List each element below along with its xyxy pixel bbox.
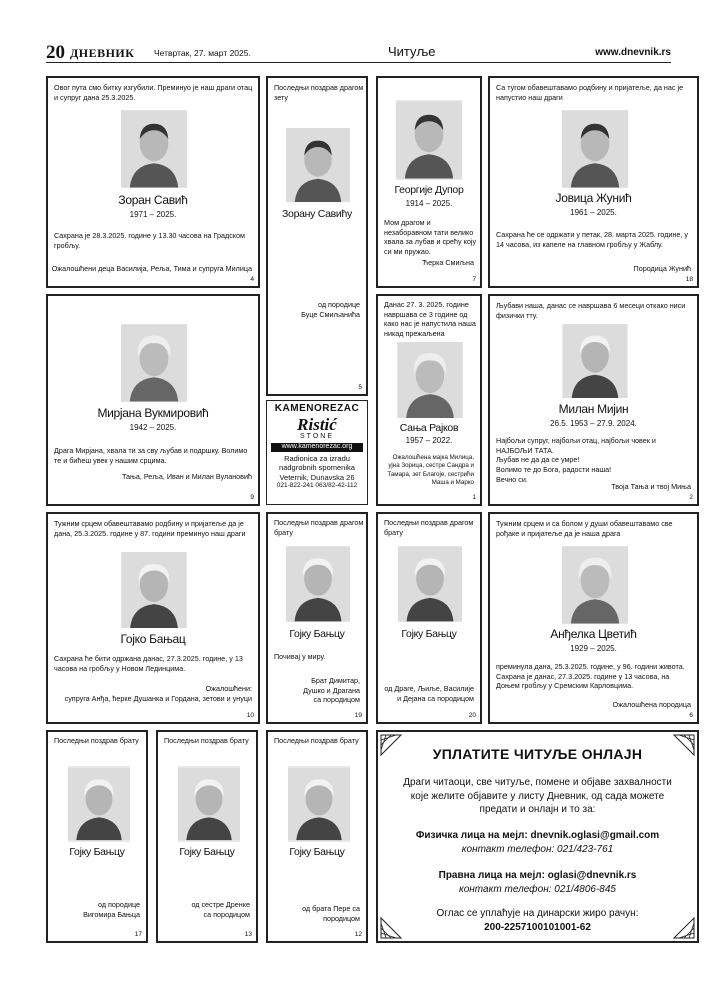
obituary-georgije-dupor — [376, 76, 482, 288]
portrait-photo — [396, 100, 462, 180]
obituary-zoran-savic-zet — [266, 76, 368, 396]
life-years: 1961 – 2025. — [570, 208, 617, 217]
notice-number: 12 — [354, 931, 362, 938]
ad-line: nadgrobnih spomenika — [279, 463, 355, 473]
notice-intro: Љубави наша, данас се навршава 6 месеци откако ниси физички тту. — [496, 301, 686, 320]
notice-number: 2 — [689, 494, 693, 501]
signature: од сестре Дренке са породицом — [191, 900, 250, 919]
notice-number: 7 — [472, 276, 476, 283]
page-header — [46, 44, 671, 63]
notice-number: 9 — [250, 494, 254, 501]
life-years: 1929 – 2025. — [570, 644, 617, 653]
funeral-info: Сахрана је 28.3.2025. године у 13.30 часова на Градском гробљу. — [54, 231, 245, 250]
deceased-name: Гојку Бањцу — [401, 628, 457, 640]
individuals-email: Физичка лица на мејл: dnevnik.oglasi@gmail.com — [415, 830, 660, 841]
section-title: Читуље — [388, 44, 436, 59]
ad-line: Radionica za izradu — [284, 454, 350, 463]
individuals-email-link[interactable]: dnevnik.oglasi@gmail.com — [530, 830, 660, 841]
signature: Ожалошћени деца Василија, Рељa, Тима и супруга Милица — [51, 264, 252, 273]
website-link[interactable]: www.dnevnik.rs — [595, 47, 671, 58]
deceased-name: Зорану Савићу — [281, 208, 352, 220]
portrait-photo — [121, 324, 187, 402]
funeral-info: преминула дана, 25.3.2025. године, у 96. години живота. Сахрана је данас, 27.3.2025. године у 13 часова, на Доњем гробљу у Сремским Карловцима. — [496, 662, 685, 691]
deceased-name: Гојку Бањцу — [289, 846, 345, 858]
promo-title: УПЛАТИТЕ ЧИТУЉЕ ОНЛАЈН — [432, 746, 643, 762]
obituary-gojko-banjac-brat-17 — [46, 730, 148, 943]
online-obituary-promo — [376, 730, 699, 943]
life-years: 1942 – 2025. — [129, 423, 177, 432]
notice-intro: Тужним срцем и са болом у души обавештавамо све рођаке и пријатеље да је наша драга — [496, 519, 673, 538]
signature: Брат Димитар, Душко и Драгана са породицом — [303, 676, 360, 705]
individuals-phone: контакт телефон: 021/423-761 — [461, 844, 614, 855]
deceased-name: Зоран Савић — [118, 193, 188, 207]
ad-brand: Ristić — [297, 414, 337, 434]
notice-number: 6 — [689, 712, 693, 719]
notice-intro: Последњи поздрав брату — [54, 736, 139, 745]
companies-email: Правна лица на мејл: oglasi@dnevnik.rs — [438, 870, 637, 881]
account-label: Оглас се уплаћује на динарски жиро рачун: — [436, 908, 639, 919]
portrait-photo — [562, 110, 628, 188]
ad-website[interactable]: www.kamenorezac.org — [271, 443, 363, 452]
ad-phone: 021-822-241 063/82-42-112 — [276, 482, 358, 490]
notice-intro: Последњи поздрав драгом брату — [384, 518, 474, 537]
obituary-milan-mijin — [488, 294, 699, 506]
notice-number: 13 — [244, 931, 252, 938]
newspaper-logo: ДНЕВНИК — [70, 46, 135, 60]
notice-number: 19 — [354, 712, 362, 719]
life-years: 1971 – 2025. — [129, 210, 177, 219]
notice-intro: Последњи поздрав драгом брату — [274, 518, 364, 537]
bank-account: 200-2257100101001-62 — [484, 922, 591, 933]
obituary-jovica-zunic — [488, 76, 699, 288]
notice-intro: Тужним срцем обавештавамо родбину и пријатеље да је дана, 25.3.2025. године у 87. години преминуо наш драги — [54, 519, 246, 538]
portrait-photo — [562, 546, 628, 624]
signature: Твоја Тања и твој Миња — [611, 482, 691, 491]
notice-body: Мом драгом и незаборавном тати велико хвала за лубав и срећу коју си ми пружао. — [384, 218, 477, 257]
obituary-zoran-savic — [46, 76, 260, 288]
deceased-name: Сања Рајков — [399, 422, 459, 434]
signature: Ожалошћени: супруга Анђа, ћерке Душанка и Гордана, зетови и унуци — [64, 684, 252, 703]
portrait-photo — [121, 552, 187, 628]
deceased-name: Јовица Жунић — [555, 191, 632, 205]
notice-intro: Овог пута смо битку изгубили. Преминуо је наш драги отац и супруг дана 25.3.2025. — [54, 83, 253, 102]
notice-intro: Последњи поздрав драгом зету — [274, 83, 364, 102]
notice-number: 18 — [685, 276, 693, 283]
deceased-name: Георгије Дупор — [394, 184, 464, 196]
deceased-name: Мирјана Вукмировић — [97, 406, 209, 420]
portrait-photo — [398, 546, 462, 622]
deceased-name: Гојко Бањац — [120, 632, 186, 646]
notice-intro: Последњи поздрав брату — [164, 736, 249, 745]
notice-body: Почивај у миру. — [274, 652, 326, 661]
funeral-info: Сахрана ће се одржати у петак, 28. марта 2025. године, у 14 часова, из капеле на главном гробљу у Жаблу. — [496, 230, 688, 249]
obituary-gojko-banjac — [46, 512, 260, 724]
obituary-mirjana-vukmirovic — [46, 294, 260, 506]
notice-intro: Последњи поздрав брату — [274, 736, 359, 745]
notice-number: 17 — [134, 931, 142, 938]
portrait-photo — [121, 110, 187, 188]
notice-number: 10 — [246, 712, 254, 719]
signature: од Драге, Љиље, Василије и Дејана са породицом — [384, 684, 474, 703]
notice-number: 1 — [472, 494, 476, 501]
portrait-photo — [288, 766, 350, 842]
signature: од породице Буце Смиљанића — [301, 300, 360, 319]
notice-intro: Са тугом обавештавамо родбину и пријатеље, да нас је напустио наш драги — [496, 83, 684, 102]
signature: од брата Пере са породицом — [302, 904, 360, 923]
obituary-gojko-banjac-brat-12 — [266, 730, 368, 943]
obituary-gojko-banjac-brat-19 — [266, 512, 368, 724]
promo-body: Драги читаоци, све читуље, помене и објаве захвалности које желите објавите у листу Дневник, од сада можете предати и онлајн и то за: — [403, 777, 672, 815]
deceased-name: Анђелка Цветић — [550, 627, 637, 641]
obituary-gojko-banjac-brat-13 — [156, 730, 258, 943]
life-years: 1957 – 2022. — [405, 436, 453, 445]
deceased-name: Гојку Бањцу — [69, 846, 125, 858]
signature: од породице Вигомира Бањца — [83, 900, 140, 919]
signature: Ожалошћена породица — [612, 700, 691, 709]
notice-number: 4 — [250, 276, 254, 283]
deceased-name: Гојку Бањцу — [179, 846, 235, 858]
signature: Породица Жунић — [633, 264, 691, 273]
portrait-photo — [178, 766, 240, 842]
obituary-gojko-banjac-brat-20 — [376, 512, 482, 724]
companies-phone: контакт телефон: 021/4806-845 — [459, 884, 616, 895]
signature: Ожалошћена мајка Милица, ујна Зорица, сестре Сандра и Тамара, зет Благоје, сестрићи Маша и Марко — [387, 454, 474, 487]
life-years: 1914 – 2025. — [405, 199, 453, 208]
portrait-photo — [68, 766, 130, 842]
life-years: 26.5. 1953 – 27.9. 2024. — [550, 419, 637, 428]
signature: Ћерка Смиљна — [421, 258, 474, 267]
deceased-name: Гојку Бањцу — [289, 628, 345, 640]
notice-intro: Данас 27. 3. 2025. године навршава се 3 године од како нас је напустила наша никад прежаљена — [384, 300, 476, 339]
portrait-photo — [397, 342, 463, 418]
companies-email-link[interactable]: oglasi@dnevnik.rs — [547, 870, 637, 881]
notice-body: Драга Мирјана, хвала ти за сву љубав и подршку. Волимо те и бићеш увек у нашим срцима. — [54, 446, 248, 465]
ad-title: KAMENOREZAC — [274, 403, 360, 414]
notice-number: 5 — [358, 384, 362, 391]
obituary-andjelka-cvetic — [488, 512, 699, 724]
portrait-photo — [286, 128, 350, 202]
portrait-photo — [286, 546, 350, 622]
obituary-sanja-rajkov — [376, 294, 482, 506]
notice-body: Најбољи супруг, најбољи отац, најбољи човек и НАЈБОЉИ ТАТА. Љубав не да да се умре! Волимо те до Бога, радости наша! Вечно си. — [496, 436, 656, 484]
issue-date: Четвртак, 27. март 2025. — [154, 48, 251, 58]
deceased-name: Милан Мијин — [558, 402, 629, 416]
kamenorezac-advert — [266, 400, 368, 505]
funeral-info: Сахрана ће бити одржана данас, 27.3.2025. године, у 13 часова на гробљу у Новом Лединцима. — [54, 654, 243, 673]
notice-number: 20 — [468, 712, 476, 719]
portrait-photo — [562, 324, 628, 398]
ad-brand-sub: STONE — [300, 432, 334, 440]
ad-address: Veternik, Dunavska 26 — [279, 472, 355, 482]
page-number: 20 — [46, 42, 65, 63]
signature: Тања, Рељa, Иван и Милан Вулановић — [121, 472, 252, 481]
